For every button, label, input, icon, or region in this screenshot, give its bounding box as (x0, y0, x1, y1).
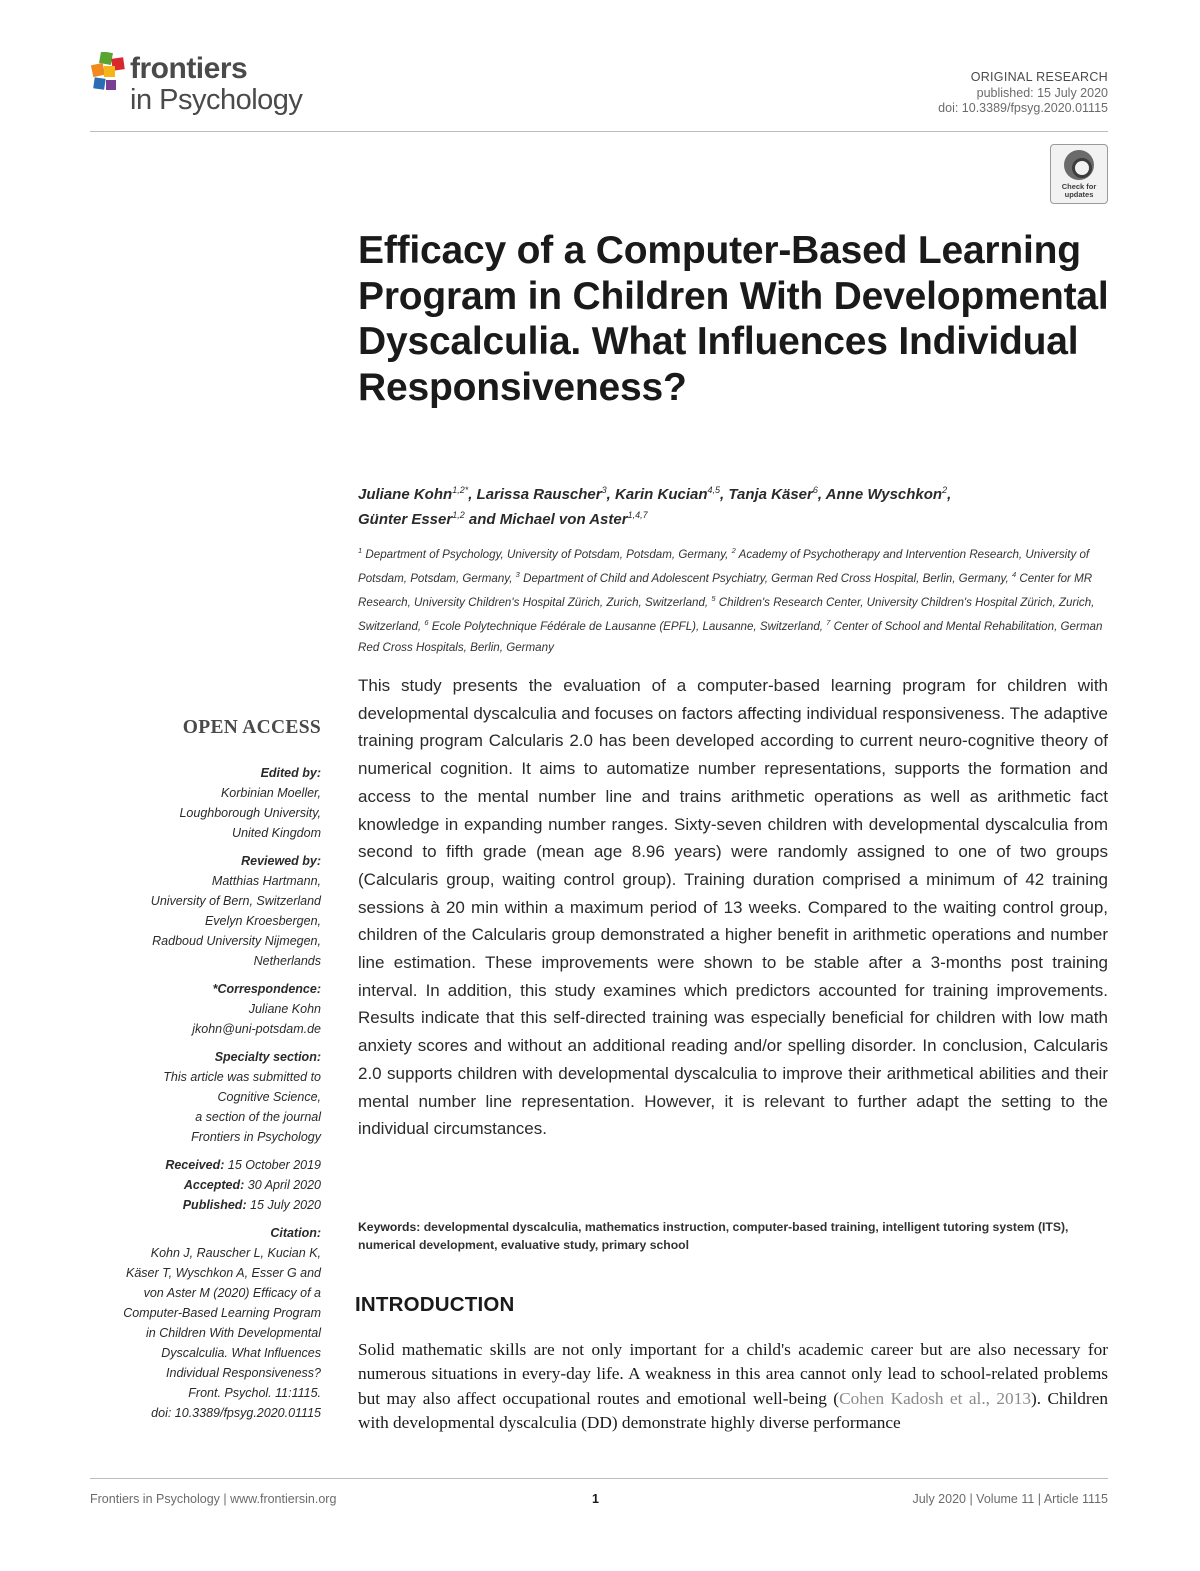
introduction-paragraph: Solid mathematic skills are not only important for a child's academic career but are also necessary for numerous situations in every-day life. A weakness in this area cannot only lead to school-related problems but may also affect occupational routes and emotional well-being (Cohen Kadosh et al., 2013). Children with developmental dyscalculia (DD) demonstrate highly diverse performance (358, 1340, 1108, 1432)
article-sidebar (60, 715, 321, 1431)
footer-volume-info: July 2020 | Volume 11 | Article 1115 (912, 1492, 1108, 1506)
author-list: Juliane Kohn$^{1,2*}$, Larissa Rauscher$^3$, Karin Kucian$^{4,5}$, Tanja Käser$^6$, Anne Wyschkon$^2$, Günter Esser$^{1,2}$ and Michael von Aster$^{1,4,7}$ (358, 485, 952, 528)
journal-name-line2: in Psychology (130, 84, 303, 116)
abstract: This study presents the evaluation of a computer-based learning program for children with developmental dyscalculia and focuses on factors affecting individual responsiveness. The adaptive training program Calcularis 2.0 has been developed according to current neuro-cognitive theory of numerical cognition. It aims to automatize number representations, supports the formation and access to the mental number line and trains arithmetic operations as well as arithmetic fact knowledge in expanding number ranges. Sixty-seven children with developmental dyscalculia from second to fifth grade (mean age 8.96 years) were randomly assigned to one of two groups (Calcularis group, waiting control group). Training duration comprised a minimum of 42 training sessions à 20 min within a maximum period of 13 weeks. Compared to the waiting control group, children of the Calcularis group demonstrated a higher benefit in arithmetic operations and number line estimation. These improvements were shown to be stable after a 3-months post training interval. In addition, this study examines which predictors accounted for training improvements. Results indicate that this self-directed training was especially beneficial for children with low math anxiety scores and without an additional reading and/or spelling disorder. In conclusion, Calcularis 2.0 supports children with developmental dyscalculia to improve their arithmetical abilities and their mental number line representation. However, it is relevant to further adapt the setting to the individual circumstances. (358, 676, 1108, 1139)
check-for-updates-label: Check for updates (1061, 182, 1097, 199)
specialty-section: Specialty section: This article was submitted to Cognitive Science, a section of the journal Frontiers in Psychology (163, 1050, 321, 1144)
header-divider (90, 131, 1108, 132)
journal-logo (88, 50, 318, 125)
reviewed-by: Reviewed by: Matthias Hartmann, University of Bern, Switzerland Evelyn Kroesbergen, Radboud University Nijmegen, Netherlands (150, 854, 321, 968)
author[interactable]: Karin Kucian$^{4,5}$ (614, 485, 721, 503)
keywords (358, 1218, 1108, 1254)
author[interactable]: Anne Wyschkon$^2$ (825, 485, 948, 503)
crossmark-icon (1064, 150, 1094, 180)
footer-journal-link[interactable]: Frontiers in Psychology | www.frontiersin.org (90, 1492, 337, 1506)
section-heading-introduction: INTRODUCTION (355, 1293, 515, 1316)
author[interactable]: Tanja Käser$^6$ (728, 485, 818, 503)
article-title: Efficacy of a Computer-Based Learning Program in Children With Developmental Dyscalculia. What Influences Individual Responsiveness? (358, 229, 1109, 409)
open-access-label: OPEN ACCESS (182, 717, 321, 738)
correspondence-email-link[interactable]: jkohn@uni-potsdam.de (192, 1022, 321, 1036)
article-meta (938, 70, 1108, 117)
citation: Citation: Kohn J, Rauscher L, Kucian K, Käser T, Wyschkon A, Esser G and von Aster M (2020) Efficacy of a Computer-Based Learning Program in Children With Developmental Dyscalculia. What Influences Individual Responsiveness? Front. Psychol. 11:1115. doi: 10.3389/fpsyg.2020.01115 (123, 1226, 321, 1420)
correspondence: *Correspondence: Juliane Kohn jkohn@uni-potsdam.de (60, 979, 321, 1039)
edited-by: Edited by: Korbinian Moeller, Loughborough University, United Kingdom (179, 766, 321, 840)
journal-name-line1: frontiers (130, 52, 248, 85)
article-type: ORIGINAL RESEARCH (970, 70, 1108, 84)
doi: doi: 10.3389/fpsyg.2020.01115 (938, 101, 1108, 115)
article-dates: Received: 15 October 2019 Accepted: 30 April 2020 Published: 15 July 2020 (165, 1158, 321, 1212)
author[interactable]: Juliane Kohn$^{1,2*}$ (358, 485, 469, 503)
published-date: published: 15 July 2020 (976, 85, 1108, 100)
author[interactable]: Michael von Aster$^{1,4,7}$ (499, 510, 648, 528)
keywords-text: developmental dyscalculia, mathematics instruction, computer-based training, intelligent tutoring system (ITS), numerical development, evaluative study, primary school (358, 1220, 1069, 1252)
footer-divider (90, 1478, 1108, 1479)
author[interactable]: Larissa Rauscher$^3$ (476, 485, 607, 503)
page-number: 1 (592, 1492, 599, 1506)
author[interactable]: Günter Esser$^{1,2}$ (358, 510, 465, 528)
check-for-updates-button[interactable] (1050, 144, 1108, 204)
affiliations: $^1$ Department of Psychology, University of Potsdam, Potsdam, Germany, $^2$ Academy of Psychotherapy and Intervention Research, University of Potsdam, Potsdam, Germany, $^3$ Department of Child and Adolescent Psychiatry, German Red Cross Hospital, Berlin, Germany, $^4$ Center for MR Research, University Children's Hospital Zürich, Zurich, Switzerland, $^5$ Children's Research Center, University Children's Hospital Zürich, Zurich, Switzerland, $^6$ Ecole Polytechnique Fédérale de Lausanne (EPFL), Lausanne, Switzerland, $^7$ Center of School and Mental Rehabilitation, German Red Cross Hospitals, Berlin, Germany (358, 546, 1103, 654)
keywords-label: Keywords: (358, 1220, 421, 1234)
frontiers-logo-icon (88, 52, 128, 96)
citation-link[interactable]: Cohen Kadosh et al., 2013 (839, 1388, 1031, 1408)
